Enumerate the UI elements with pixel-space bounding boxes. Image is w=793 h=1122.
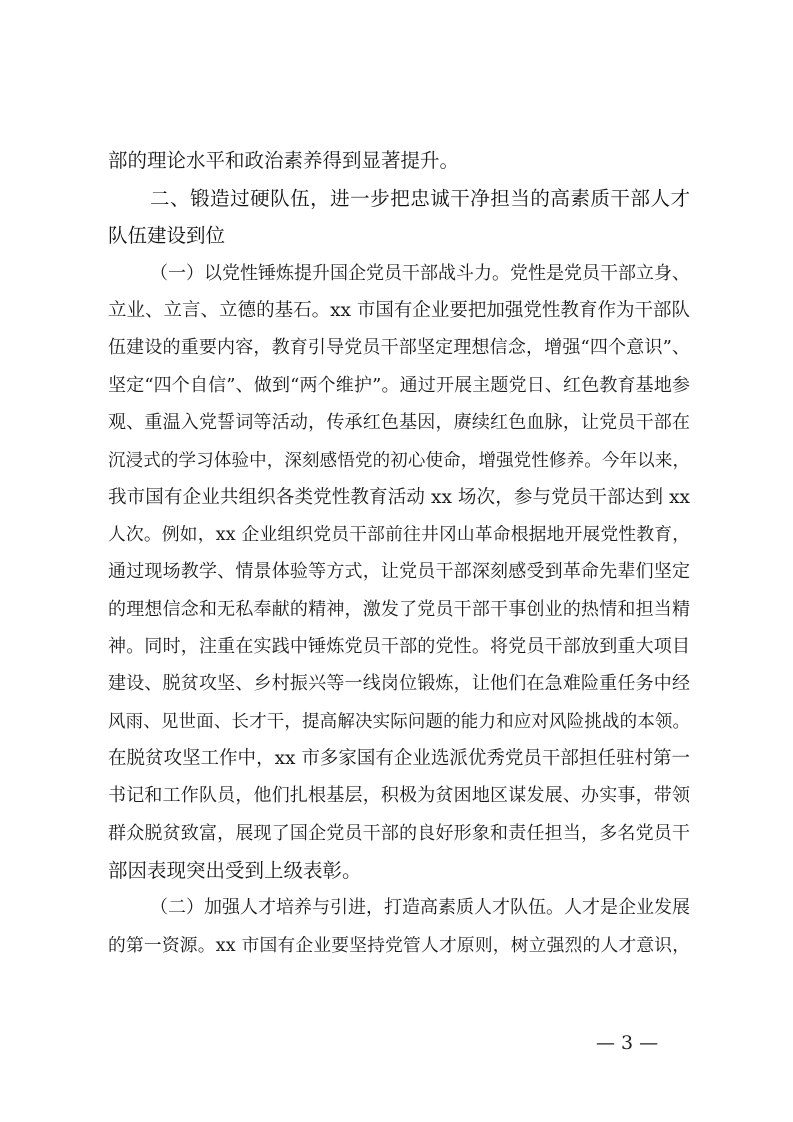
paragraph-line: 立业、立言、立德的基石。xx 市国有企业要把加强党性教育作为干部队 xyxy=(108,300,690,321)
paragraph-line: 人次。例如，xx 企业组织党员干部前往井冈山革命根据地开展党性教育， xyxy=(108,525,690,545)
paragraph-line: 建设、脱贫攻坚、乡村振兴等一线岗位锻炼，让他们在急难险重任务中经 xyxy=(108,673,690,694)
paragraph-line: 观、重温入党誓词等活动，传承红色基因，赓续红色血脉，让党员干部在 xyxy=(108,412,690,433)
paragraph-line: 我市国有企业共组织各类党性教育活动 xx 场次，参与党员干部达到 xx xyxy=(108,487,690,508)
paragraph-line: （一）以党性锤炼提升国企党员干部战斗力。党性是党员干部立身、 xyxy=(150,263,690,284)
paragraph-line: 坚定“四个自信”、做到“两个维护”。通过开展主题党日、红色教育基地参 xyxy=(108,375,690,396)
paragraph-line: 伍建设的重要内容，教育引导党员干部坚定理想信念，增强“四个意识”、 xyxy=(108,337,690,358)
page-number: — 3 — xyxy=(596,1032,659,1054)
paragraph-line: 书记和工作队员，他们扎根基层，积极为贫困地区谋发展、办实事，带领 xyxy=(108,785,690,806)
paragraph-line: 通过现场教学、情景体验等方式，让党员干部深刻感受到革命先辈们坚定 xyxy=(108,561,690,582)
section-heading-line: 二、锻造过硬队伍，进一步把忠诚干净担当的高素质干部人才 xyxy=(150,187,690,210)
paragraph-line: 的理想信念和无私奉献的精神，激发了党员干部干事创业的热情和担当精 xyxy=(108,599,690,620)
paragraph-line: 的第一资源。xx 市国有企业要坚持党管人才原则，树立强烈的人才意识， xyxy=(108,936,690,956)
paragraph-line: 风雨、见世面、长才干，提高解决实际问题的能力和应对风险挑战的本领。 xyxy=(108,712,690,732)
section-heading-line: 队伍建设到位 xyxy=(108,224,226,247)
paragraph-line: 在脱贫攻坚工作中，xx 市多家国有企业选派优秀党员干部担任驻村第一 xyxy=(108,748,690,769)
paragraph-line: 沉浸式的学习体验中，深刻感悟党的初心使命，增强党性修养。今年以来， xyxy=(108,451,690,471)
paragraph-line: （二）加强人才培养与引进，打造高素质人才队伍。人才是企业发展 xyxy=(150,897,690,918)
paragraph-line: 群众脱贫致富，展现了国企党员干部的良好形象和责任担当，多名党员干 xyxy=(108,823,690,844)
paragraph-line: 部因表现突出受到上级表彰。 xyxy=(108,859,362,882)
paragraph-line: 部的理论水平和政治素养得到显著提升。 xyxy=(108,149,460,172)
paragraph-line: 神。同时，注重在实践中锤炼党员干部的党性。将党员干部放到重大项目 xyxy=(108,636,690,657)
